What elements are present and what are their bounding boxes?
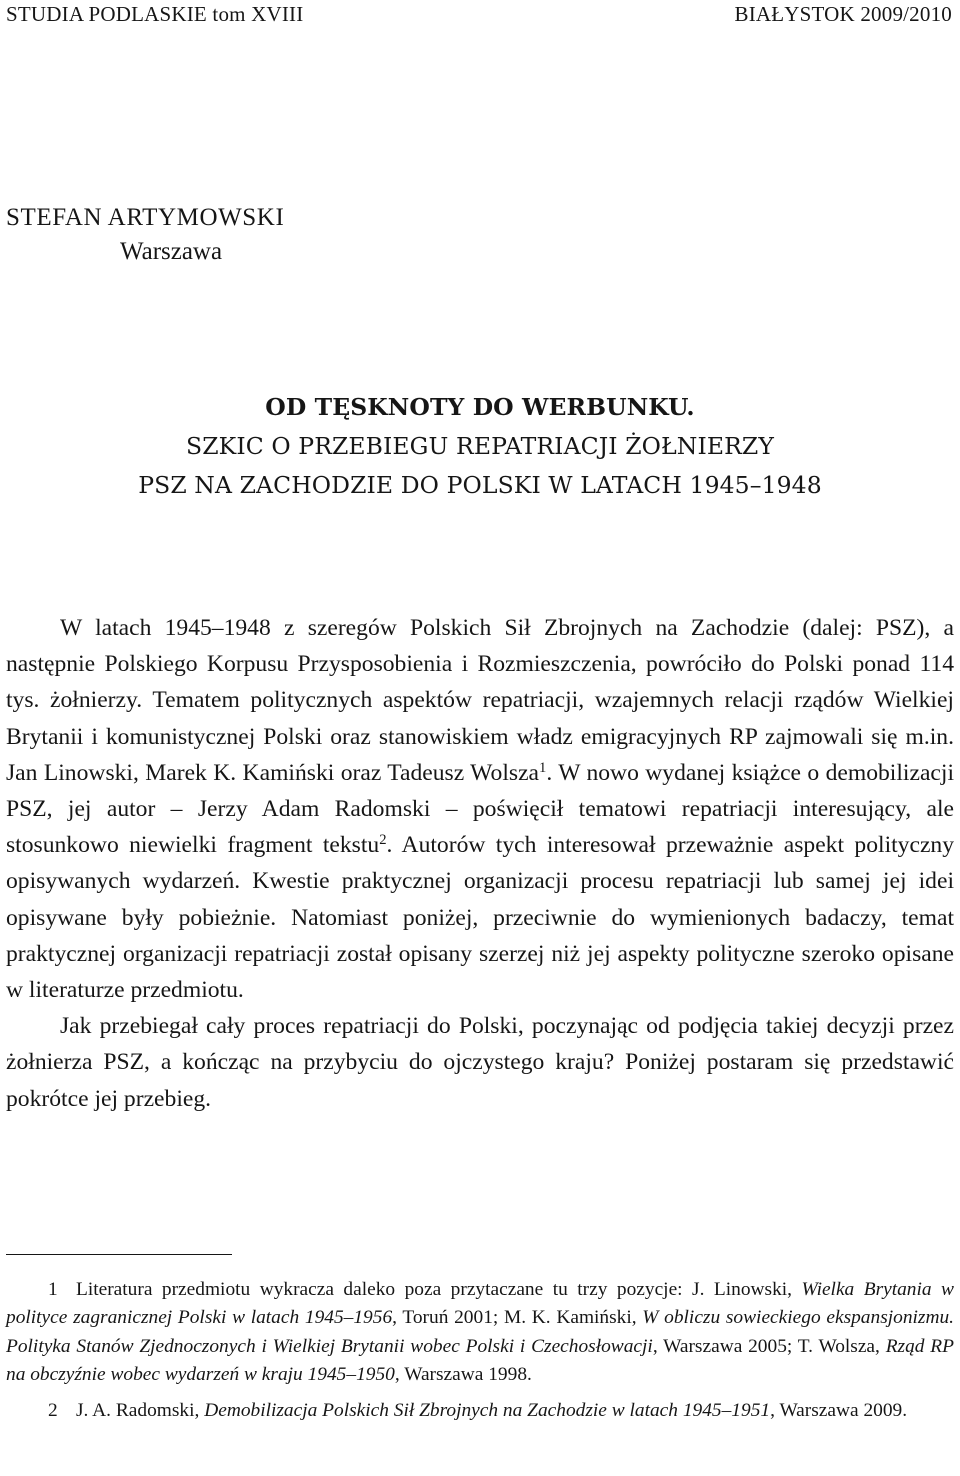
footnote-1-text-b: , Toruń 2001; M. K. Kamiński, [392, 1307, 643, 1329]
footnote-ref-1[interactable]: 1 [539, 759, 547, 776]
journal-place-year: BIAŁYSTOK 2009/2010 [734, 2, 952, 26]
footnote-1-text-a: Literatura przedmiotu wykracza daleko poza przytaczane tu trzy pozycje: J. Linowski, [76, 1279, 802, 1300]
paragraph-1-opening: W latach 1945–1948 z szeregów Polskich Sił Zbrojnych na Zachodzie (dalej: PSZ), a następnie Polskiego Korpusu Przysposobienia i Rozmieszczenia, powróciło do Polski ponad 114 tys. żołnierzy. [6, 615, 954, 714]
footnote-1-title-c: Rząd RP na obczyźnie wobec wydarzeń w kraju 1945–1950 [6, 1335, 954, 1385]
footnote-1 [6, 1276, 954, 1389]
footnote-separator [6, 1254, 232, 1255]
author-affiliation: Warszawa [120, 238, 223, 265]
footnotes [6, 1276, 954, 1433]
footnote-2 [6, 1397, 954, 1425]
footnote-1-text-d: , Warszawa 1998. [394, 1363, 532, 1385]
footnote-2-number: 2 [48, 1400, 58, 1422]
body-paragraph-1 [6, 610, 954, 1008]
author-block [6, 204, 284, 266]
footnote-2-text-b: , Warszawa 2009. [770, 1400, 908, 1422]
title-line-3: PSZ NA ZACHODZIE DO POLSKI W LATACH 1945–1948 [138, 471, 822, 499]
footnote-1-title-a: Wielka Brytania w polityce zagranicznej Polski w latach 1945–1956 [6, 1279, 954, 1329]
journal-name: STUDIA PODLASKIE tom XVIII [6, 2, 304, 26]
title-line-2: SZKIC O PRZEBIEGU REPATRIACJI ŻOŁNIERZY [186, 432, 774, 460]
footnote-ref-2[interactable]: 2 [379, 832, 387, 849]
running-head [6, 2, 952, 27]
article-title [0, 388, 960, 505]
body-paragraph-2: Jak przebiegał cały proces repatriacji do Polski, poczynając od podjęcia takiej decyzji przez żołnierza PSZ, a kończąc na przybyciu do ojczystego kraju? Poniżej postaram się przedstawić pokrótce jej przebieg. [6, 1013, 954, 1112]
author-name: STEFAN ARTYMOWSKI [6, 204, 285, 231]
article-body [6, 610, 954, 1117]
paragraph-1-part-4: . Autorów tych interesował przeważnie aspekt polityczny opisywanych wydarzeń. Kwestie praktycznej organizacji procesu repatriacji lub samej jej idei opisywane były pobieżnie. Natomiast poniżej, przeciwnie do wymienionych badaczy, temat praktycznej organizacji repatriacji został opisany szerzej niż jej aspekty polityczne szeroko opisane w literaturze przedmiotu. [6, 832, 955, 1004]
footnote-1-title-b: W obliczu sowieckiego ekspansjonizmu. Polityka Stanów Zjednoczonych i Wielkiej Brytanii wobec Polski i Czechosłowacji [6, 1307, 955, 1357]
footnote-2-text-a: J. A. Radomski, [76, 1400, 205, 1422]
footnote-1-number: 1 [48, 1279, 58, 1300]
footnote-2-title: Demobilizacja Polskich Sił Zbrojnych na Zachodzie w latach 1945–1951 [204, 1400, 771, 1422]
paragraph-1-part-3: . W nowo wydanej książce o demobilizacji PSZ, jej autor – Jerzy Adam Radomski – poświęcił tematowi repatriacji interesujący, ale stosunkowo niewielki fragment tekstu [6, 759, 954, 859]
paragraph-1-part-2: Tematem politycznych aspektów repatriacji, wzajemnych relacji rządów Wielkiej Brytanii i komunistycznej Polski oraz stanowiskiem władz emigracyjnych RP zajmowali się m.in. Jan Linowski, Marek K. Kamiński oraz Tadeusz Wolsza [6, 687, 954, 786]
footnote-1-text-c: , Warszawa 2005; T. Wolsza, [652, 1335, 886, 1357]
title-line-1: OD TĘSKNOTY DO WERBUNKU. [265, 393, 695, 421]
